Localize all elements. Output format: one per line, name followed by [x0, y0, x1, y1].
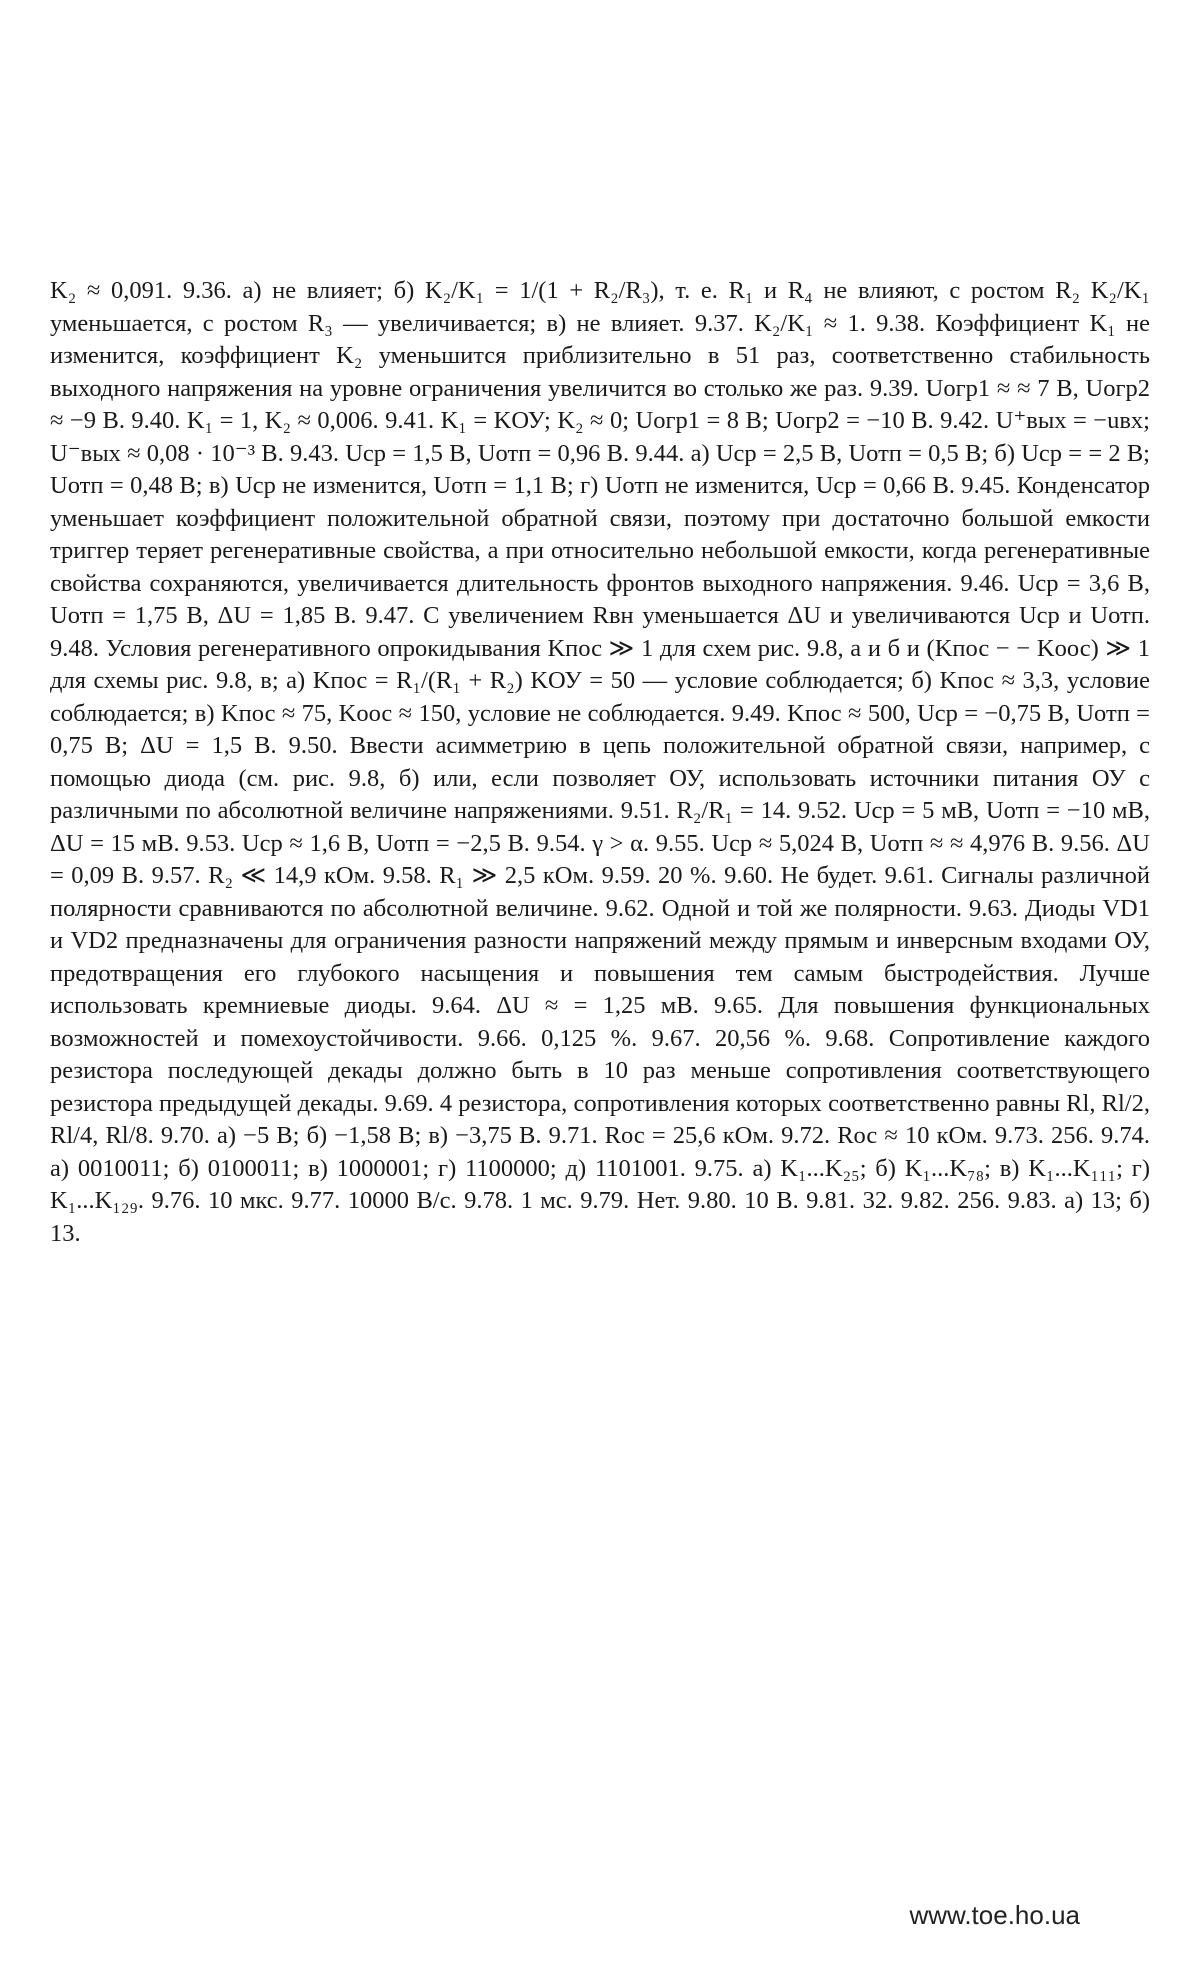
answers-paragraph: K₂ ≈ 0,091. 9.36. а) не влияет; б) K₂/K₁ = 1/(1 + R₂/R₃), т. е. R₁ и R₄ не влияют, с ростом R₂ K₂/K₁ уменьшается, с ростом R₃ — увеличивается; в) не влияет. 9.37. K₂/K₁ ≈ 1. 9.38. Коэффициент K₁ не изменится, коэффициент K₂ уменьшится приблизительно в 51 раз, соответственно стабильность выходного напряжения на уровне ограничения увеличится во столько же раз. 9.39. Uогр1 ≈ ≈ 7 В, Uогр2 ≈ −9 В. 9.40. K₁ = 1, K₂ ≈ 0,006. 9.41. K₁ = KОУ; K₂ ≈ 0; Uогр1 = 8 В; Uогр2 = −10 В. 9.42. U⁺вых = −uвх; U⁻вых ≈ 0,08 · 10⁻³ В. 9.43. Uср = 1,5 В, Uотп = 0,96 В. 9.44. а) Uср = 2,5 В, Uотп = 0,5 В; б) Uср = = 2 В; Uотп = 0,48 В; в) Uср не изменится, Uотп = 1,1 В; г) Uотп не изменится, Uср = 0,66 В. 9.45. Конденсатор уменьшает коэффициент положительной обратной связи, поэтому при достаточно большой емкости триггер теряет регенеративные свойства, а при относительно небольшой емкости, когда регенеративные свойства сохраняются, увеличивается длительность фронтов выходного напряжения. 9.46. Uср = 3,6 В, Uотп = 1,75 В, ΔU = 1,85 В. 9.47. С увеличением Rвн уменьшается ΔU и увеличиваются Uср и Uотп. 9.48. Условия регенеративного опрокидывания Kпос ≫ 1 для схем рис. 9.8, а и б и (Kпос − − Kоос) ≫ 1 для схемы рис. 9.8, в; а) Kпос = R₁/(R₁ + R₂) KОУ = 50 — условие соблюдается; б) Kпос ≈ 3,3, условие соблюдается; в) Kпос ≈ 75, Kоос ≈ 150, условие не соблюдается. 9.49. Kпос ≈ 500, Uср = −0,75 В, Uотп = 0,75 В; ΔU = 1,5 В. 9.50. Ввести асимметрию в цепь положительной обратной связи, например, с помощью диода (см. рис. 9.8, б) или, если позволяет ОУ, использовать источники питания ОУ с различными по абсолютной величине напряжениями. 9.51. R₂/R₁ = 14. 9.52. Uср = 5 мВ, Uотп = −10 мВ, ΔU = 15 мВ. 9.53. Uср ≈ 1,6 В, Uотп = −2,5 В. 9.54. γ > α. 9.55. Uср ≈ 5,024 В, Uотп ≈ ≈ 4,976 В. 9.56. ΔU = 0,09 В. 9.57. R₂ ≪ 14,9 кОм. 9.58. R₁ ≫ 2,5 кОм. 9.59. 20 %. 9.60. Не будет. 9.61. Сигналы различной полярности сравниваются по абсолютной величине. 9.62. Одной и той же полярности. 9.63. Диоды VD1 и VD2 предназначены для ограничения разности напряжений между прямым и инверсным входами ОУ, предотвращения его глубокого насыщения и повышения тем самым быстродействия. Лучше использовать кремниевые диоды. 9.64. ΔU ≈ = 1,25 мВ. 9.65. Для повышения функциональных возможностей и помехоустойчивости. 9.66. 0,125 %. 9.67. 20,56 %. 9.68. Сопротивление каждого резистора последующей декады должно быть в 10 раз меньше сопротивления соответствующего резистора предыдущей декады. 9.69. 4 резистора, сопротивления которых соответственно равны Rl, Rl/2, Rl/4, Rl/8. 9.70. а) −5 В; б) −1,58 В; в) −3,75 В. 9.71. Rос = 25,6 кОм. 9.72. Rос ≈ 10 кОм. 9.73. 256. 9.74. а) 0010011; б) 0100011; в) 1000001; г) 1100000; д) 1101001. 9.75. а) K₁...K₂₅; б) K₁...K₇₈; в) K₁...K₁₁₁; г) K₁...K₁₂₉. 9.76. 10 мкс. 9.77. 10000 В/с. 9.78. 1 мс. 9.79. Нет. 9.80. 10 В. 9.81. 32. 9.82. 256. 9.83. а) 13; б) 13.: [50, 277, 1150, 1247]
answers-block: [50, 275, 1150, 1250]
footer-url: www.toe.ho.ua: [909, 1900, 1080, 1930]
